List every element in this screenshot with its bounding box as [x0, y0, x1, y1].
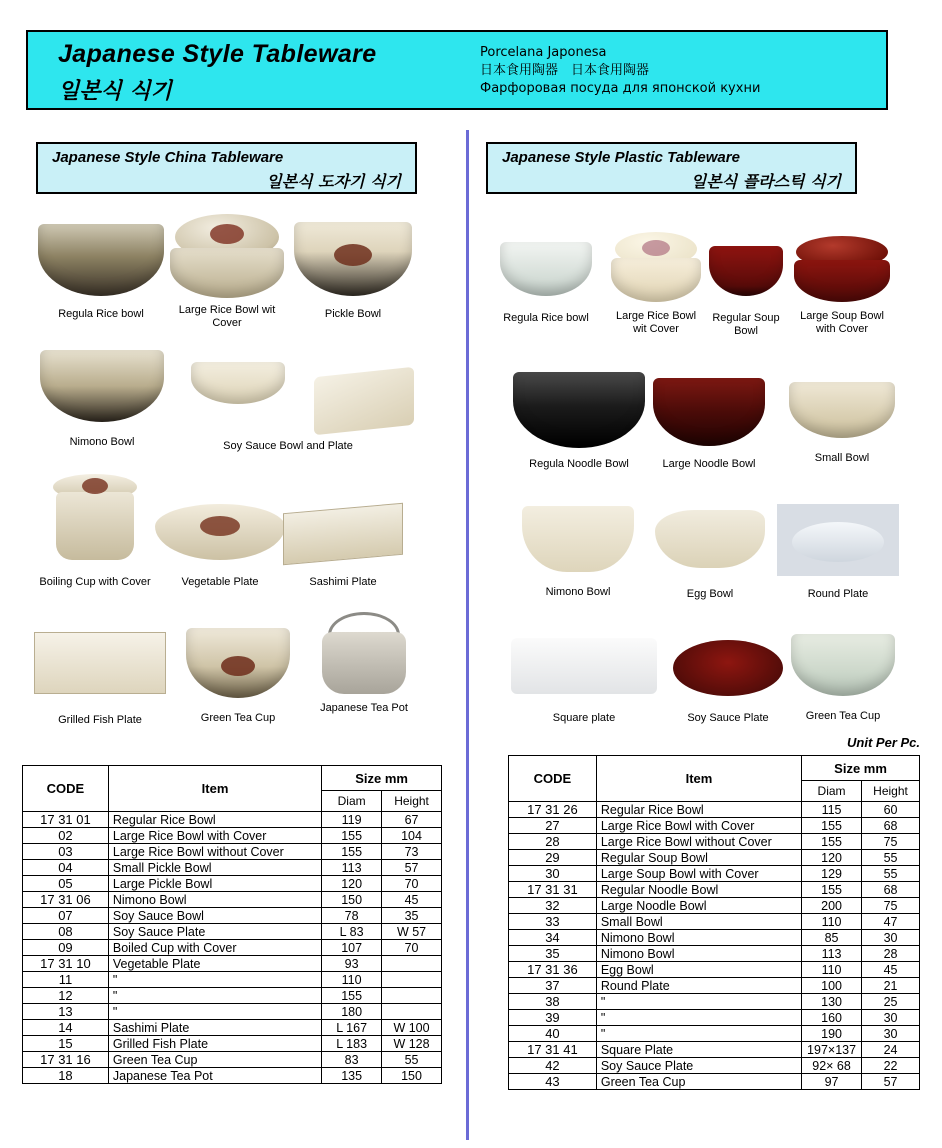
- cell-height: 55: [862, 850, 920, 866]
- cell-item: Nimono Bowl: [596, 930, 801, 946]
- table-row: [509, 946, 920, 962]
- product-image-regular-rice-bowl-plastic: [494, 236, 598, 336]
- cell-height: 150: [382, 1068, 442, 1084]
- table-row: [509, 818, 920, 834]
- cell-item: Large Rice Bowl without Cover: [596, 834, 801, 850]
- table-row: [23, 1068, 442, 1084]
- table-row: [23, 1020, 442, 1036]
- section-title-plastic-kr: 일본식 플라스틱 식기: [690, 172, 841, 191]
- cell-height: 35: [382, 908, 442, 924]
- cell-code: 38: [509, 994, 597, 1010]
- cell-height: 25: [862, 994, 920, 1010]
- product-label: Regula Rice bowl: [58, 308, 144, 320]
- product-label: Grilled Fish Plate: [58, 714, 142, 726]
- cell-diam: 197×137: [802, 1042, 862, 1058]
- cell-diam: 115: [802, 802, 862, 818]
- cell-code: 12: [23, 988, 109, 1004]
- cell-diam: 180: [322, 1004, 382, 1020]
- product-image-round-plate-plastic: [776, 504, 900, 612]
- cell-item: Regular Noodle Bowl: [596, 882, 801, 898]
- cell-item: Boiled Cup with Cover: [108, 940, 321, 956]
- product-label: Green Tea Cup: [805, 710, 881, 722]
- cell-item: Small Bowl: [596, 914, 801, 930]
- cell-item: Vegetable Plate: [108, 956, 321, 972]
- cell-height: W 128: [382, 1036, 442, 1052]
- cell-diam: 113: [322, 860, 382, 876]
- cell-code: 13: [23, 1004, 109, 1020]
- cell-code: 05: [23, 876, 109, 892]
- product-label: Nimono Bowl: [545, 586, 611, 598]
- cell-code: 15: [23, 1036, 109, 1052]
- cell-item: Japanese Tea Pot: [108, 1068, 321, 1084]
- cell-code: 17 31 26: [509, 802, 597, 818]
- table-row: [509, 882, 920, 898]
- col-header-diam: Diam: [322, 791, 382, 812]
- cell-item: Large Rice Bowl without Cover: [108, 844, 321, 860]
- col-header-diam: Diam: [802, 781, 862, 802]
- cell-item: Large Soup Bowl with Cover: [596, 866, 801, 882]
- table-row: [23, 988, 442, 1004]
- product-image-grilled-fish-plate-china: [30, 618, 170, 736]
- title-spanish: Porcelana Japonesa: [480, 45, 607, 60]
- table-row: [23, 1036, 442, 1052]
- cell-code: 11: [23, 972, 109, 988]
- cell-diam: 78: [322, 908, 382, 924]
- cell-diam: 110: [322, 972, 382, 988]
- cell-code: 14: [23, 1020, 109, 1036]
- col-header-size: Size mm: [322, 766, 442, 791]
- product-image-large-rice-bowl-cover-china: [168, 208, 286, 334]
- product-image-boiling-cup-cover-china: [30, 470, 160, 604]
- product-label: Regula Noodle Bowl: [529, 458, 629, 470]
- cell-code: 17 31 16: [23, 1052, 109, 1068]
- china-spec-table: [22, 765, 442, 1084]
- table-row: [509, 1058, 920, 1074]
- cell-height: 104: [382, 828, 442, 844]
- title-japanese: 日本食用陶器 日本食用陶器: [480, 63, 650, 78]
- product-image-soy-sauce-bowl-plate-china: [168, 352, 408, 464]
- cell-height: 28: [862, 946, 920, 962]
- table-row: [509, 994, 920, 1010]
- section-title-plastic-en: Japanese Style Plastic Tableware: [502, 149, 740, 166]
- product-image-japanese-tea-pot-china: [306, 598, 422, 740]
- cell-height: [382, 972, 442, 988]
- table-row: [23, 956, 442, 972]
- cell-code: 35: [509, 946, 597, 962]
- cell-height: 24: [862, 1042, 920, 1058]
- cell-height: W 100: [382, 1020, 442, 1036]
- table-row: [509, 1074, 920, 1090]
- table-row: [509, 1010, 920, 1026]
- cell-height: [382, 1004, 442, 1020]
- product-label: Egg Bowl: [686, 588, 734, 600]
- cell-height: 68: [862, 882, 920, 898]
- cell-item: Nimono Bowl: [108, 892, 321, 908]
- cell-diam: 120: [322, 876, 382, 892]
- page-title-kr: 일본식 식기: [58, 79, 172, 104]
- cell-diam: 110: [802, 914, 862, 930]
- cell-item: Grilled Fish Plate: [108, 1036, 321, 1052]
- product-image-large-noodle-bowl-plastic: [648, 372, 770, 478]
- product-label: Regular Soup Bowl: [712, 312, 780, 337]
- table-row: [23, 812, 442, 828]
- table-row: [509, 866, 920, 882]
- cell-item: Regular Rice Bowl: [108, 812, 321, 828]
- table-row: [23, 908, 442, 924]
- product-image-regular-rice-bowl-china: [38, 216, 164, 328]
- cell-diam: 129: [802, 866, 862, 882]
- cell-diam: 150: [322, 892, 382, 908]
- cell-item: ": [108, 1004, 321, 1020]
- cell-item: Soy Sauce Plate: [596, 1058, 801, 1074]
- product-label: Round Plate: [807, 588, 869, 600]
- page-header-banner: [26, 30, 888, 110]
- cell-height: 30: [862, 1010, 920, 1026]
- product-label: Large Soup Bowl with Cover: [800, 310, 884, 335]
- cell-diam: 155: [322, 988, 382, 1004]
- col-header-code: CODE: [509, 756, 597, 802]
- product-image-sashimi-plate-china: [278, 494, 408, 598]
- cell-diam: 190: [802, 1026, 862, 1042]
- cell-diam: L 167: [322, 1020, 382, 1036]
- cell-height: 45: [382, 892, 442, 908]
- cell-diam: L 183: [322, 1036, 382, 1052]
- unit-per-note: Unit Per Pc.: [847, 735, 920, 750]
- table-row: [509, 914, 920, 930]
- cell-item: ": [596, 994, 801, 1010]
- cell-diam: 120: [802, 850, 862, 866]
- table-row: [23, 1052, 442, 1068]
- table-row: [23, 892, 442, 908]
- cell-height: 67: [382, 812, 442, 828]
- product-image-regular-noodle-bowl-plastic: [508, 366, 650, 478]
- product-image-regular-soup-bowl-plastic: [706, 240, 786, 346]
- cell-code: 43: [509, 1074, 597, 1090]
- cell-diam: 100: [802, 978, 862, 994]
- section-title-china-en: Japanese Style China Tableware: [52, 149, 284, 166]
- cell-item: ": [596, 1010, 801, 1026]
- product-label: Boiling Cup with Cover: [39, 576, 151, 588]
- cell-item: ": [108, 988, 321, 1004]
- plastic-spec-table: [508, 755, 920, 1090]
- col-header-height: Height: [382, 791, 442, 812]
- cell-item: Large Noodle Bowl: [596, 898, 801, 914]
- table-row: [23, 940, 442, 956]
- table-row: [23, 860, 442, 876]
- column-divider: [466, 130, 469, 1140]
- section-title-china-kr: 일본식 도자기 식기: [266, 172, 401, 191]
- cell-code: 32: [509, 898, 597, 914]
- cell-height: 21: [862, 978, 920, 994]
- cell-item: Regular Rice Bowl: [596, 802, 801, 818]
- cell-item: Small Pickle Bowl: [108, 860, 321, 876]
- cell-item: Green Tea Cup: [108, 1052, 321, 1068]
- cell-item: Sashimi Plate: [108, 1020, 321, 1036]
- cell-diam: 113: [802, 946, 862, 962]
- cell-height: [382, 956, 442, 972]
- table-row: [509, 898, 920, 914]
- cell-height: 75: [862, 898, 920, 914]
- cell-item: ": [596, 1026, 801, 1042]
- cell-diam: 83: [322, 1052, 382, 1068]
- product-image-large-soup-bowl-cover-plastic: [786, 232, 898, 346]
- cell-code: 17 31 06: [23, 892, 109, 908]
- product-label: Small Bowl: [814, 452, 870, 464]
- cell-item: Egg Bowl: [596, 962, 801, 978]
- col-header-item: Item: [108, 766, 321, 812]
- product-label: Green Tea Cup: [200, 712, 276, 724]
- table-row: [509, 962, 920, 978]
- product-label: Sashimi Plate: [309, 576, 377, 588]
- cell-height: 30: [862, 1026, 920, 1042]
- cell-diam: 107: [322, 940, 382, 956]
- product-image-square-plate-plastic: [506, 628, 662, 734]
- product-image-nimono-bowl-plastic: [516, 500, 640, 612]
- cell-height: 57: [382, 860, 442, 876]
- cell-item: Round Plate: [596, 978, 801, 994]
- table-row: [23, 972, 442, 988]
- cell-diam: L 83: [322, 924, 382, 940]
- cell-height: 55: [862, 866, 920, 882]
- cell-height: 47: [862, 914, 920, 930]
- cell-diam: 155: [322, 844, 382, 860]
- cell-diam: 135: [322, 1068, 382, 1084]
- section-banner-plastic: [486, 142, 857, 194]
- product-image-egg-bowl-plastic: [648, 502, 772, 614]
- product-label: Large Rice Bowl wit Cover: [178, 304, 276, 329]
- product-image-soy-sauce-plate-plastic: [668, 634, 788, 736]
- product-label: Nimono Bowl: [69, 436, 135, 448]
- cell-code: 17 31 36: [509, 962, 597, 978]
- cell-item: Soy Sauce Plate: [108, 924, 321, 940]
- product-image-small-bowl-plastic: [784, 376, 900, 480]
- table-row: [509, 930, 920, 946]
- cell-height: 70: [382, 876, 442, 892]
- col-header-size: Size mm: [802, 756, 920, 781]
- product-image-green-tea-cup-plastic: [786, 628, 900, 734]
- cell-item: ": [108, 972, 321, 988]
- table-row: [509, 802, 920, 818]
- cell-height: W 57: [382, 924, 442, 940]
- cell-code: 42: [509, 1058, 597, 1074]
- product-image-green-tea-cup-china: [176, 614, 300, 738]
- col-header-item: Item: [596, 756, 801, 802]
- cell-item: Large Rice Bowl with Cover: [596, 818, 801, 834]
- cell-diam: 85: [802, 930, 862, 946]
- cell-code: 02: [23, 828, 109, 844]
- product-image-large-rice-bowl-cover-plastic: [606, 228, 706, 344]
- cell-code: 33: [509, 914, 597, 930]
- table-row: [509, 850, 920, 866]
- cell-height: 75: [862, 834, 920, 850]
- cell-code: 30: [509, 866, 597, 882]
- cell-code: 28: [509, 834, 597, 850]
- col-header-height: Height: [862, 781, 920, 802]
- cell-height: [382, 988, 442, 1004]
- page-title-en: Japanese Style Tableware: [58, 40, 377, 68]
- cell-code: 27: [509, 818, 597, 834]
- cell-diam: 155: [322, 828, 382, 844]
- product-label: Large Noodle Bowl: [662, 458, 756, 470]
- product-label: Large Rice Bowl wit Cover: [615, 310, 697, 335]
- cell-code: 08: [23, 924, 109, 940]
- title-russian: Фарфоровая посуда для японской кухни: [480, 81, 761, 96]
- plastic-table-body: [509, 802, 920, 1090]
- cell-height: 55: [382, 1052, 442, 1068]
- product-image-vegetable-plate-china: [150, 490, 290, 600]
- table-row: [23, 924, 442, 940]
- china-table-body: [23, 812, 442, 1084]
- table-row: [23, 876, 442, 892]
- cell-diam: 155: [802, 834, 862, 850]
- cell-code: 09: [23, 940, 109, 956]
- cell-diam: 110: [802, 962, 862, 978]
- cell-diam: 130: [802, 994, 862, 1010]
- table-row: [509, 834, 920, 850]
- cell-item: Large Rice Bowl with Cover: [108, 828, 321, 844]
- page-title-translations: [480, 44, 760, 98]
- cell-diam: 92× 68: [802, 1058, 862, 1074]
- table-row: [23, 828, 442, 844]
- product-label: Vegetable Plate: [181, 576, 259, 588]
- table-row: [509, 978, 920, 994]
- cell-diam: 160: [802, 1010, 862, 1026]
- cell-item: Large Pickle Bowl: [108, 876, 321, 892]
- product-image-nimono-bowl-china: [38, 344, 166, 460]
- product-label: Square plate: [552, 712, 616, 724]
- cell-code: 29: [509, 850, 597, 866]
- cell-height: 60: [862, 802, 920, 818]
- cell-diam: 119: [322, 812, 382, 828]
- product-image-pickle-bowl-china: [292, 214, 414, 332]
- section-banner-china: [36, 142, 417, 194]
- cell-item: Soy Sauce Bowl: [108, 908, 321, 924]
- product-label: Soy Sauce Plate: [687, 712, 769, 724]
- cell-height: 70: [382, 940, 442, 956]
- cell-code: 34: [509, 930, 597, 946]
- cell-code: 17 31 01: [23, 812, 109, 828]
- cell-height: 68: [862, 818, 920, 834]
- table-row: [509, 1042, 920, 1058]
- cell-height: 73: [382, 844, 442, 860]
- cell-diam: 97: [802, 1074, 862, 1090]
- cell-height: 22: [862, 1058, 920, 1074]
- cell-code: 18: [23, 1068, 109, 1084]
- cell-code: 04: [23, 860, 109, 876]
- cell-height: 45: [862, 962, 920, 978]
- cell-item: Nimono Bowl: [596, 946, 801, 962]
- cell-code: 07: [23, 908, 109, 924]
- cell-code: 17 31 10: [23, 956, 109, 972]
- product-label: Soy Sauce Bowl and Plate: [223, 440, 353, 452]
- cell-item: Square Plate: [596, 1042, 801, 1058]
- cell-diam: 93: [322, 956, 382, 972]
- cell-diam: 155: [802, 818, 862, 834]
- cell-height: 57: [862, 1074, 920, 1090]
- cell-diam: 155: [802, 882, 862, 898]
- cell-code: 17 31 41: [509, 1042, 597, 1058]
- cell-item: Green Tea Cup: [596, 1074, 801, 1090]
- cell-code: 37: [509, 978, 597, 994]
- table-row: [23, 844, 442, 860]
- product-label: Regula Rice bowl: [503, 312, 589, 324]
- cell-diam: 200: [802, 898, 862, 914]
- cell-code: 40: [509, 1026, 597, 1042]
- cell-code: 17 31 31: [509, 882, 597, 898]
- table-row: [23, 1004, 442, 1020]
- product-label: Pickle Bowl: [324, 308, 382, 320]
- cell-code: 39: [509, 1010, 597, 1026]
- product-label: Japanese Tea Pot: [320, 702, 408, 714]
- col-header-code: CODE: [23, 766, 109, 812]
- cell-item: Regular Soup Bowl: [596, 850, 801, 866]
- cell-height: 30: [862, 930, 920, 946]
- table-row: [509, 1026, 920, 1042]
- cell-code: 03: [23, 844, 109, 860]
